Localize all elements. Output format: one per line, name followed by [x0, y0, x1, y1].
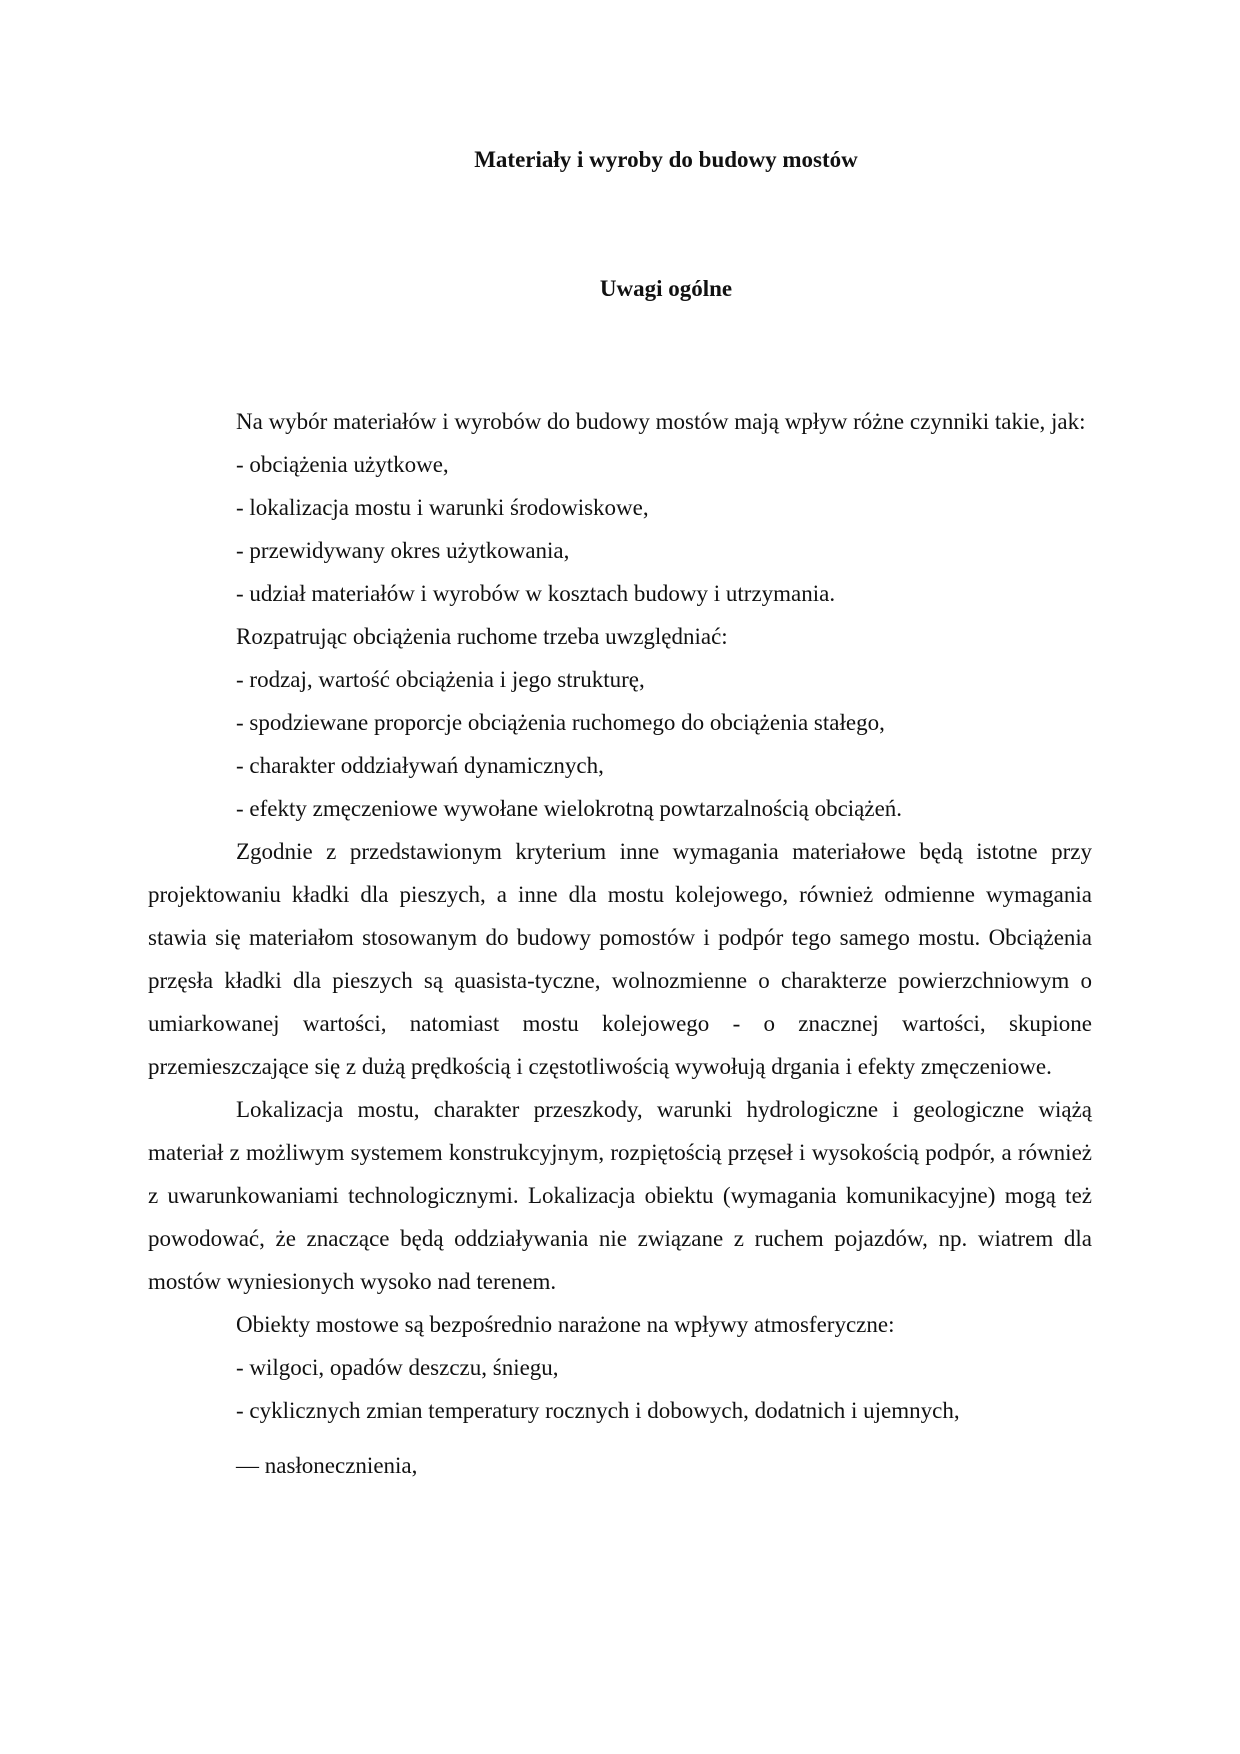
- moving-load-item: - spodziewane proporcje obciążenia ruchomego do obciążenia stałego,: [236, 710, 885, 735]
- section-title: Uwagi ogólne: [599, 276, 733, 301]
- criterion-paragraph: Zgodnie z przedstawionym kryterium inne wymagania materiałowe będą istotne przy projektowaniu kładki dla pieszych, a inne dla mostu kolejowego, również odmienne wymagania stawia się materiałom stosowanym do budowy pomostów i podpór tego samego mostu. Obciążenia przęsła kładki dla pieszych są ąuasista-tyczne, wolnozmienne o charakterze powierzchniowym o umiarkowanej wartości, natomiast mostu kolejowego - o znacznej wartości, skupione przemieszczające się z dużą prędkością i częstotliwością wywołują drgania i efekty zmęczeniowe.: [148, 839, 1092, 1079]
- atmospheric-item: - wilgoci, opadów deszczu, śniegu,: [236, 1355, 559, 1380]
- factor-item: - lokalizacja mostu i warunki środowiskowe,: [236, 495, 649, 520]
- factor-item: - obciążenia użytkowe,: [236, 452, 449, 477]
- factor-item: - przewidywany okres użytkowania,: [236, 538, 570, 563]
- atmospheric-intro: Obiekty mostowe są bezpośrednio narażone na wpływy atmosferyczne:: [236, 1312, 895, 1337]
- moving-load-item: - charakter oddziaływań dynamicznych,: [236, 753, 604, 778]
- document-title: Materiały i wyroby do budowy mostów: [474, 147, 858, 172]
- moving-load-item: - efekty zmęczeniowe wywołane wielokrotną powtarzalnością obciążeń.: [236, 796, 903, 821]
- intro-paragraph: Na wybór materiałów i wyrobów do budowy mostów mają wpływ różne czynniki takie, jak:: [236, 409, 1086, 434]
- atmospheric-item: — nasłonecznienia,: [236, 1453, 418, 1478]
- moving-loads-intro: Rozpatrując obciążenia ruchome trzeba uwzględniać:: [236, 624, 728, 649]
- factor-item: - udział materiałów i wyrobów w kosztach budowy i utrzymania.: [236, 581, 836, 606]
- moving-load-item: - rodzaj, wartość obciążenia i jego strukturę,: [236, 667, 645, 692]
- atmospheric-item: - cyklicznych zmian temperatury rocznych i dobowych, dodatnich i ujemnych,: [236, 1398, 960, 1423]
- location-paragraph: Lokalizacja mostu, charakter przeszkody, warunki hydrologiczne i geologiczne wiążą materiał z możliwym systemem konstrukcyjnym, rozpiętością przęseł i wysokością podpór, a również z uwarunkowaniami technologicznymi. Lokalizacja obiektu (wymagania komunikacyjne) mogą też powodować, że znaczące będą oddziaływania nie związane z ruchem pojazdów, np. wiatrem dla mostów wyniesionych wysoko nad terenem.: [148, 1097, 1092, 1294]
- document-body: [148, 400, 1092, 1487]
